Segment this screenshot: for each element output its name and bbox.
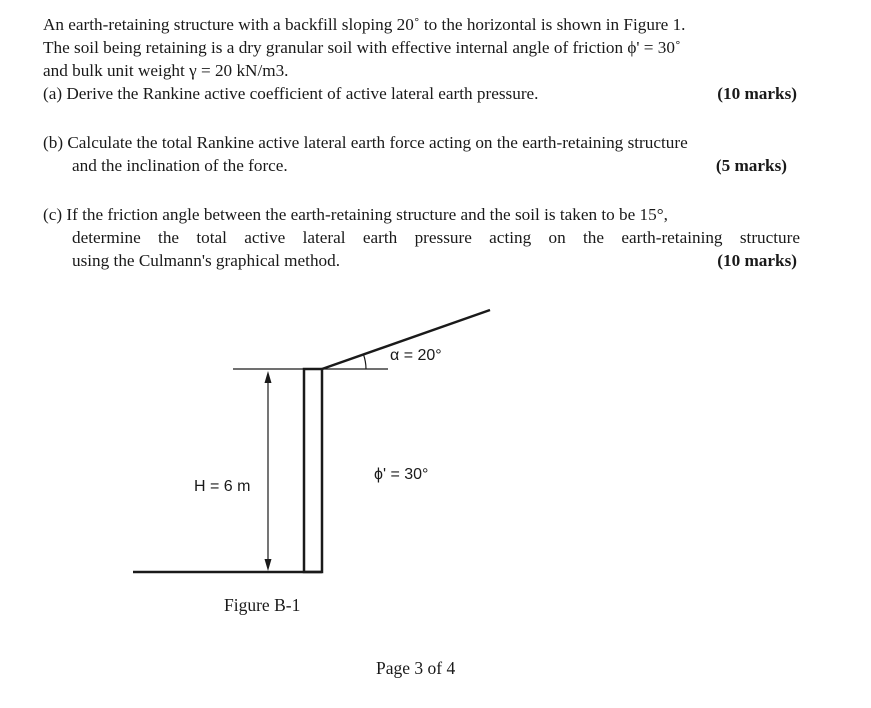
part-a-text: (a) Derive the Rankine active coefficient of active lateral earth pressure.: [43, 84, 539, 103]
page-number: Page 3 of 4: [376, 658, 456, 678]
part-c-line-3: using the Culmann's graphical method.: [72, 251, 341, 270]
intro-line-2: The soil being retaining is a dry granular soil with effective internal angle of friction ϕ' = 30˚: [43, 38, 681, 57]
part-c-line-1: (c) If the friction angle between the earth-retaining structure and the soil is taken to be 15°,: [43, 205, 668, 224]
intro-line-3: and bulk unit weight γ = 20 kN/m3.: [43, 61, 289, 80]
alpha-arc: [364, 355, 367, 369]
height-arrow-top: [265, 371, 272, 383]
alpha-label: α = 20°: [390, 347, 442, 364]
part-b-marks: (5 marks): [715, 156, 787, 175]
part-b-line-2: and the inclination of the force.: [72, 156, 288, 175]
part-c-marks: (10 marks): [717, 251, 797, 270]
retaining-wall: [304, 369, 322, 572]
part-b-line-1: (b) Calculate the total Rankine active lateral earth force acting on the earth-retaining structure: [43, 133, 688, 152]
height-arrow-bottom: [265, 559, 272, 571]
intro-line-1: An earth-retaining structure with a backfill sloping 20˚ to the horizontal is shown in Figure 1.: [43, 15, 686, 34]
height-label: H = 6 m: [194, 478, 251, 495]
part-c-line-2: determine the total active lateral earth pressure acting on the earth-retaining structure: [72, 228, 800, 247]
phi-label: ϕ' = 30°: [374, 466, 429, 483]
figure-caption: Figure B-1: [224, 595, 301, 615]
part-a-marks: (10 marks): [717, 84, 797, 103]
